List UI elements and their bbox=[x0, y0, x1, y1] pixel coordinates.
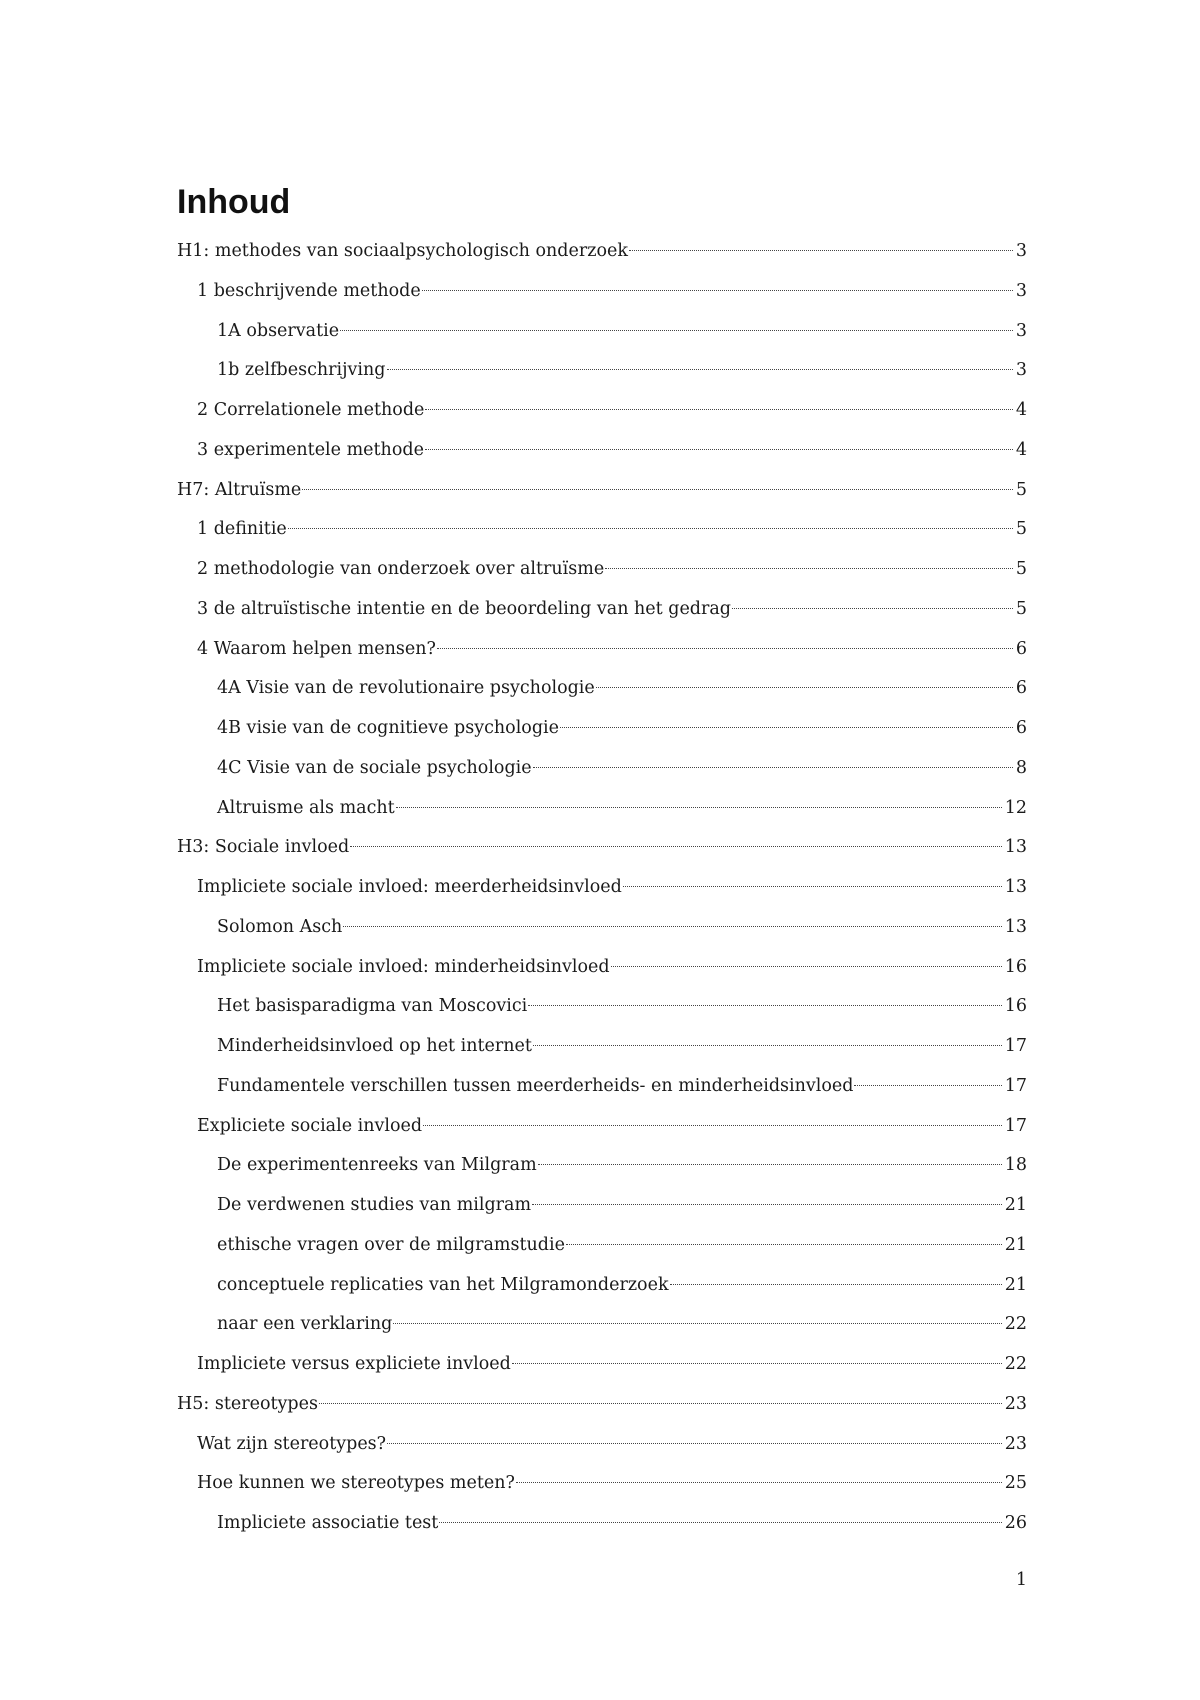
toc-dot-leader bbox=[387, 369, 1013, 370]
toc-entry-page: 17 bbox=[1004, 1036, 1027, 1056]
toc-entry-label: 1b zelfbeschrijving bbox=[217, 360, 386, 381]
toc-dot-leader bbox=[596, 687, 1013, 688]
toc-entry[interactable] bbox=[177, 948, 1027, 988]
toc-entry[interactable] bbox=[177, 669, 1027, 709]
toc-entry-label: H3: Sociale invloed bbox=[177, 837, 350, 858]
toc-entry[interactable] bbox=[177, 272, 1027, 312]
toc-entry-label: conceptuele replicaties van het Milgramonderzoek bbox=[217, 1274, 669, 1295]
toc-entry-label: Het basisparadigma van Moscovici bbox=[217, 996, 528, 1017]
toc-entry-label: 3 de altruïstische intentie en de beoordeling van het gedrag bbox=[197, 598, 732, 619]
toc-entry-page: 21 bbox=[1004, 1195, 1027, 1215]
toc-entry-page: 6 bbox=[1015, 638, 1027, 659]
toc-dot-leader bbox=[528, 1005, 1001, 1006]
toc-dot-leader bbox=[343, 926, 1001, 927]
toc-dot-leader bbox=[732, 608, 1013, 609]
toc-entry-page: 3 bbox=[1015, 320, 1027, 341]
toc-entry-label: De experimentenreeks van Milgram bbox=[217, 1155, 537, 1176]
toc-entry-page: 4 bbox=[1015, 439, 1027, 460]
toc-entry-label: Expliciete sociale invloed bbox=[197, 1115, 423, 1136]
toc-entry-page: 13 bbox=[1004, 877, 1027, 897]
toc-entry-page: 25 bbox=[1004, 1473, 1027, 1494]
toc-entry[interactable] bbox=[177, 828, 1027, 868]
toc-dot-leader bbox=[560, 727, 1013, 728]
toc-entry-label: 4A Visie van de revolutionaire psychologie bbox=[217, 678, 595, 699]
toc-entry[interactable] bbox=[177, 1464, 1027, 1504]
toc-entry-page: 5 bbox=[1015, 559, 1027, 579]
toc-dot-leader bbox=[533, 1045, 1002, 1046]
toc-entry[interactable] bbox=[177, 391, 1027, 431]
toc-entry-page: 5 bbox=[1015, 598, 1027, 619]
toc-entry-label: 1 definitie bbox=[197, 519, 287, 540]
toc-entry[interactable] bbox=[177, 510, 1027, 550]
toc-entry[interactable] bbox=[177, 1027, 1027, 1067]
toc-entry-label: H1: methodes van sociaalpsychologisch onderzoek bbox=[177, 241, 628, 261]
toc-entry[interactable] bbox=[177, 1345, 1027, 1385]
toc-entry-label: 3 experimentele methode bbox=[197, 439, 424, 460]
toc-entry[interactable] bbox=[177, 471, 1027, 511]
toc-entry-page: 16 bbox=[1004, 996, 1027, 1017]
toc-dot-leader bbox=[629, 250, 1013, 251]
toc-entry-label: 1 beschrijvende methode bbox=[197, 280, 421, 301]
toc-entry-label: 2 methodologie van onderzoek over altruïsme bbox=[197, 559, 605, 579]
toc-dot-leader bbox=[437, 648, 1013, 649]
toc-entry-label: Impliciete sociale invloed: meerderheidsinvloed bbox=[197, 877, 622, 897]
toc-entry[interactable] bbox=[177, 908, 1027, 948]
toc-dot-leader bbox=[611, 966, 1002, 967]
toc-entry[interactable] bbox=[177, 1425, 1027, 1465]
toc-entry-label: Impliciete versus expliciete invloed bbox=[197, 1354, 511, 1374]
toc-entry-label: Wat zijn stereotypes? bbox=[197, 1433, 387, 1454]
page-number: 1 bbox=[1015, 1570, 1027, 1590]
toc-dot-leader bbox=[393, 1323, 1001, 1324]
toc-entry[interactable] bbox=[177, 1226, 1027, 1266]
toc-entry-label: naar een verklaring bbox=[217, 1314, 393, 1335]
toc-dot-leader bbox=[350, 846, 1002, 847]
toc-entry[interactable] bbox=[177, 868, 1027, 908]
toc-title: Inhoud bbox=[177, 183, 291, 221]
toc-dot-leader bbox=[387, 1443, 1002, 1444]
toc-entry-page: 5 bbox=[1015, 479, 1027, 500]
toc-entry-page: 13 bbox=[1004, 916, 1027, 937]
toc-entry[interactable] bbox=[177, 1107, 1027, 1147]
toc-entry-page: 17 bbox=[1004, 1115, 1027, 1136]
toc-dot-leader bbox=[566, 1244, 1002, 1245]
toc-entry-label: 4 Waarom helpen mensen? bbox=[197, 638, 436, 659]
toc-entry-page: 13 bbox=[1004, 837, 1027, 858]
toc-entry[interactable] bbox=[177, 630, 1027, 670]
toc-entry-label: ethische vragen over de milgramstudie bbox=[217, 1234, 565, 1255]
toc-entry[interactable] bbox=[177, 1504, 1027, 1544]
toc-dot-leader bbox=[425, 409, 1012, 410]
toc-entry-page: 3 bbox=[1015, 241, 1027, 261]
toc-entry-label: H7: Altruïsme bbox=[177, 479, 302, 500]
toc-entry-page: 16 bbox=[1004, 956, 1027, 977]
toc-entry-page: 6 bbox=[1015, 718, 1027, 738]
toc-entry-page: 4 bbox=[1015, 400, 1027, 420]
toc-entry[interactable] bbox=[177, 749, 1027, 789]
toc-dot-leader bbox=[423, 1125, 1002, 1126]
toc-entry-page: 8 bbox=[1015, 757, 1027, 778]
toc-dot-leader bbox=[605, 568, 1013, 569]
toc-entry-label: H5: stereotypes bbox=[177, 1393, 318, 1414]
toc-dot-leader bbox=[532, 1204, 1002, 1205]
toc-dot-leader bbox=[319, 1403, 1002, 1404]
toc-dot-leader bbox=[670, 1284, 1002, 1285]
toc-entry[interactable] bbox=[177, 550, 1027, 590]
toc-dot-leader bbox=[538, 1164, 1002, 1165]
toc-entry[interactable] bbox=[177, 1067, 1027, 1107]
toc-entry-page: 12 bbox=[1004, 797, 1027, 818]
toc-entry[interactable] bbox=[177, 431, 1027, 471]
toc-dot-leader bbox=[396, 807, 1002, 808]
toc-entry[interactable] bbox=[177, 1305, 1027, 1345]
toc-entry-label: Minderheidsinvloed op het internet bbox=[217, 1036, 532, 1056]
toc-entry[interactable] bbox=[177, 351, 1027, 391]
toc-entry-page: 21 bbox=[1004, 1234, 1027, 1255]
toc-entry-label: Altruisme als macht bbox=[217, 797, 395, 818]
toc-dot-leader bbox=[516, 1482, 1002, 1483]
toc-dot-leader bbox=[533, 767, 1013, 768]
toc-entry-page: 17 bbox=[1004, 1075, 1027, 1096]
toc-entry-page: 23 bbox=[1004, 1393, 1027, 1414]
toc-dot-leader bbox=[439, 1522, 1001, 1523]
toc-entry-label: Impliciete associatie test bbox=[217, 1513, 439, 1533]
toc-entry-label: 4B visie van de cognitieve psychologie bbox=[217, 718, 559, 738]
toc-entry-label: 4C Visie van de sociale psychologie bbox=[217, 757, 532, 778]
toc-entry[interactable] bbox=[177, 1266, 1027, 1306]
toc-entry-page: 22 bbox=[1004, 1354, 1027, 1374]
toc-entry[interactable] bbox=[177, 232, 1027, 272]
toc-entry[interactable] bbox=[177, 1146, 1027, 1186]
toc-entry-label: Fundamentele verschillen tussen meerderheids- en minderheidsinvloed bbox=[217, 1075, 854, 1096]
toc-entry[interactable] bbox=[177, 590, 1027, 630]
toc-entry-page: 23 bbox=[1004, 1433, 1027, 1454]
toc-entry[interactable] bbox=[177, 312, 1027, 352]
toc-entry-page: 3 bbox=[1015, 280, 1027, 301]
toc-entry[interactable] bbox=[177, 1385, 1027, 1425]
toc-entry-page: 21 bbox=[1004, 1274, 1027, 1295]
toc-entry-label: Impliciete sociale invloed: minderheidsinvloed bbox=[197, 956, 610, 977]
toc-entry-page: 26 bbox=[1004, 1513, 1027, 1533]
toc-entry[interactable] bbox=[177, 789, 1027, 829]
toc-entry[interactable] bbox=[177, 987, 1027, 1027]
toc-entry-label: De verdwenen studies van milgram bbox=[217, 1195, 532, 1215]
toc-entry-page: 18 bbox=[1004, 1155, 1027, 1176]
toc-entry-page: 22 bbox=[1004, 1314, 1027, 1335]
toc-dot-leader bbox=[512, 1363, 1002, 1364]
toc-entry-page: 3 bbox=[1015, 360, 1027, 381]
toc-dot-leader bbox=[302, 489, 1013, 490]
toc-dot-leader bbox=[854, 1085, 1001, 1086]
toc-dot-leader bbox=[422, 290, 1013, 291]
toc-entry-page: 6 bbox=[1015, 678, 1027, 699]
table-of-contents bbox=[177, 232, 1027, 1544]
toc-entry[interactable] bbox=[177, 709, 1027, 749]
toc-dot-leader bbox=[288, 528, 1013, 529]
toc-dot-leader bbox=[623, 886, 1002, 887]
toc-dot-leader bbox=[340, 330, 1013, 331]
toc-dot-leader bbox=[425, 449, 1013, 450]
toc-entry-label: 2 Correlationele methode bbox=[197, 400, 425, 420]
toc-entry-label: Hoe kunnen we stereotypes meten? bbox=[197, 1473, 515, 1494]
toc-entry-page: 5 bbox=[1015, 519, 1027, 540]
toc-entry[interactable] bbox=[177, 1186, 1027, 1226]
toc-entry-label: Solomon Asch bbox=[217, 916, 343, 937]
toc-entry-label: 1A observatie bbox=[217, 320, 340, 341]
